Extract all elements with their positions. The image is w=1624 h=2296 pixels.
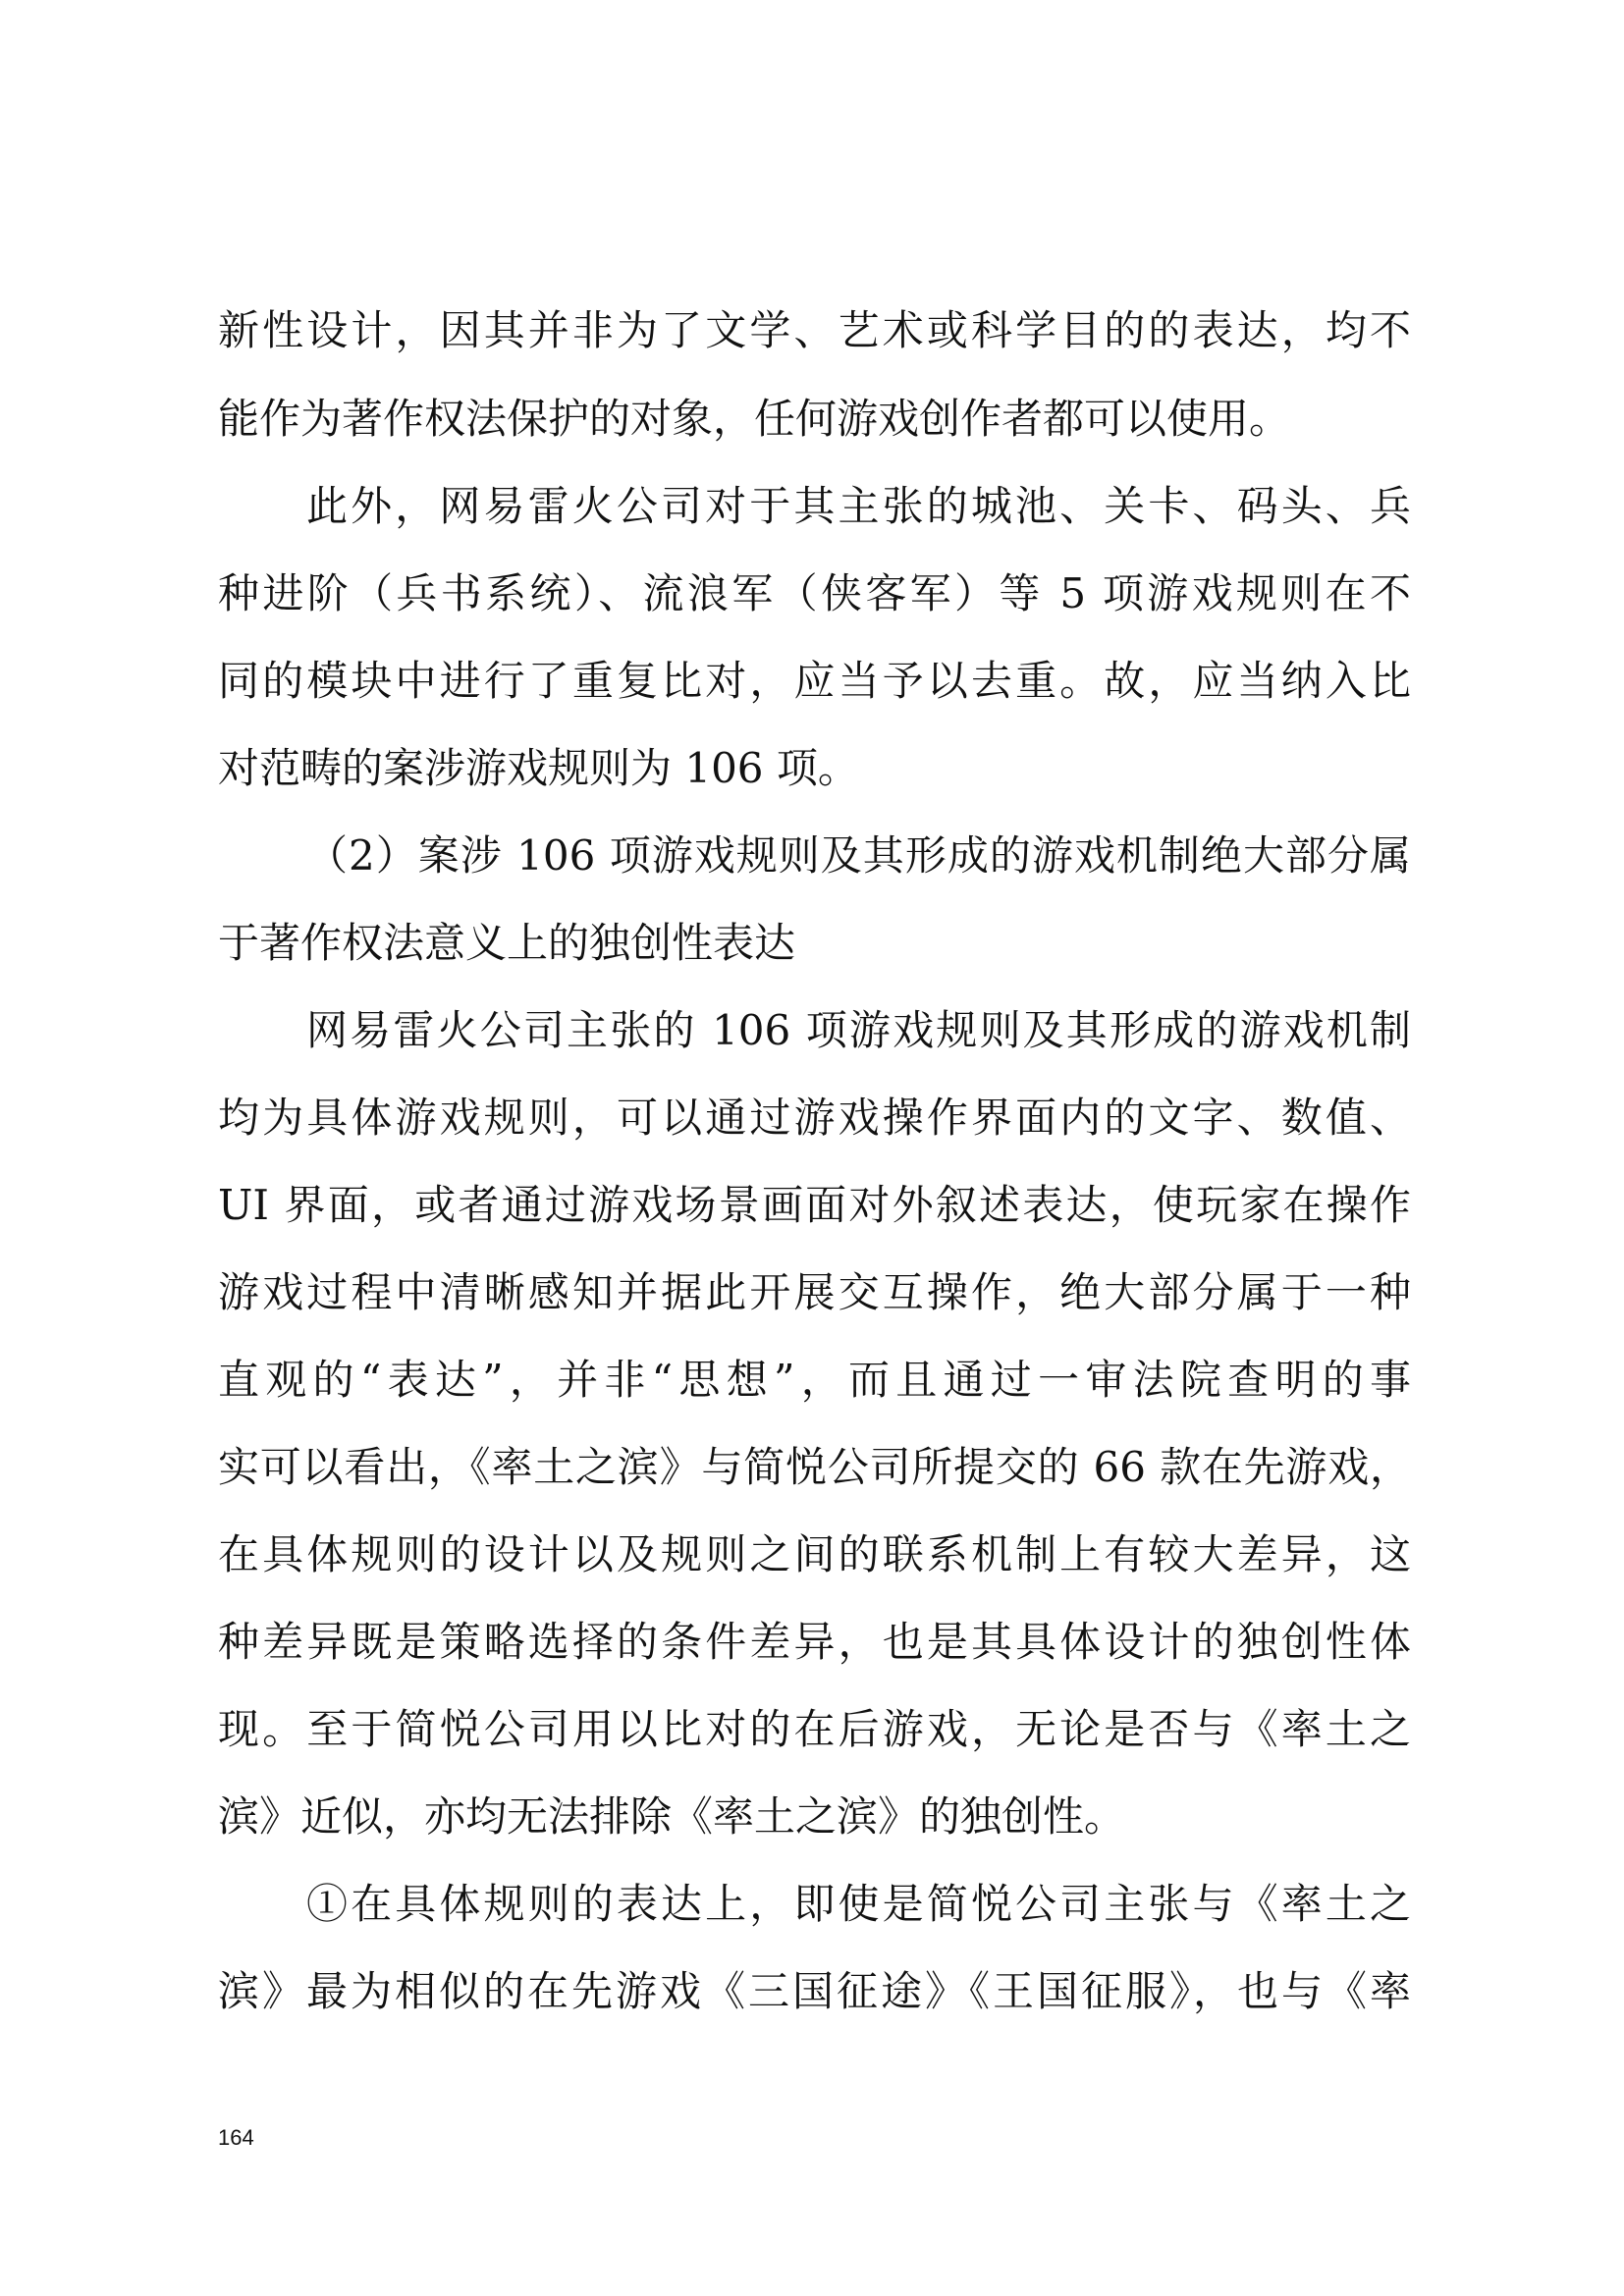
text-line-17: 现。至于简悦公司用以比对的在后游戏，无论是否与《率土之 [218,1705,1411,1753]
text-line-20: 滨》最为相似的在先游戏《三国征途》《王国征服》，也与《率 [218,1967,1411,2015]
text-line-2: 能作为著作权法保护的对象，任何游戏创作者都可以使用。 [218,395,1291,443]
text-line-11: UI 界面，或者通过游戏场景画面对外叙述表达，使玩家在操作 [218,1181,1411,1229]
text-line-3: 此外，网易雷火公司对于其主张的城池、关卡、码头、兵 [306,482,1411,530]
text-line-15: 在具体规则的设计以及规则之间的联系机制上有较大差异，这 [218,1530,1411,1578]
text-line-18: 滨》近似，亦均无法排除《率土之滨》的独创性。 [218,1792,1126,1841]
text-line-10: 均为具体游戏规则，可以通过游戏操作界面内的文字、数值、 [218,1094,1411,1142]
text-line-9: 网易雷火公司主张的 106 项游戏规则及其形成的游戏机制 [306,1006,1411,1054]
text-line-8: 于著作权法意义上的独创性表达 [218,919,796,967]
page-number: 164 [218,2125,254,2150]
text-line-13: 直观的“表达”，并非“思想”，而且通过一审法院查明的事 [218,1356,1411,1404]
text-line-12: 游戏过程中清晰感知并据此开展交互操作，绝大部分属于一种 [218,1268,1411,1316]
text-line-16: 种差异既是策略选择的条件差异，也是其具体设计的独创性体 [218,1618,1411,1666]
text-line-14: 实可以看出，《率土之滨》与简悦公司所提交的 66 款在先游戏， [218,1443,1411,1491]
text-line-1: 新性设计，因其并非为了文学、艺术或科学目的的表达，均不 [218,306,1411,354]
text-line-5: 同的模块中进行了重复比对，应当予以去重。故，应当纳入比 [218,657,1411,705]
text-line-6: 对范畴的案涉游戏规则为 106 项。 [218,744,859,792]
text-line-4: 种进阶（兵书系统）、流浪军（侠客军）等 5 项游戏规则在不 [218,569,1411,617]
text-line-7: （2）案涉 106 项游戏规则及其形成的游戏机制绝大部分属 [306,831,1411,880]
text-line-19: ①在具体规则的表达上，即使是简悦公司主张与《率土之 [306,1880,1411,1928]
